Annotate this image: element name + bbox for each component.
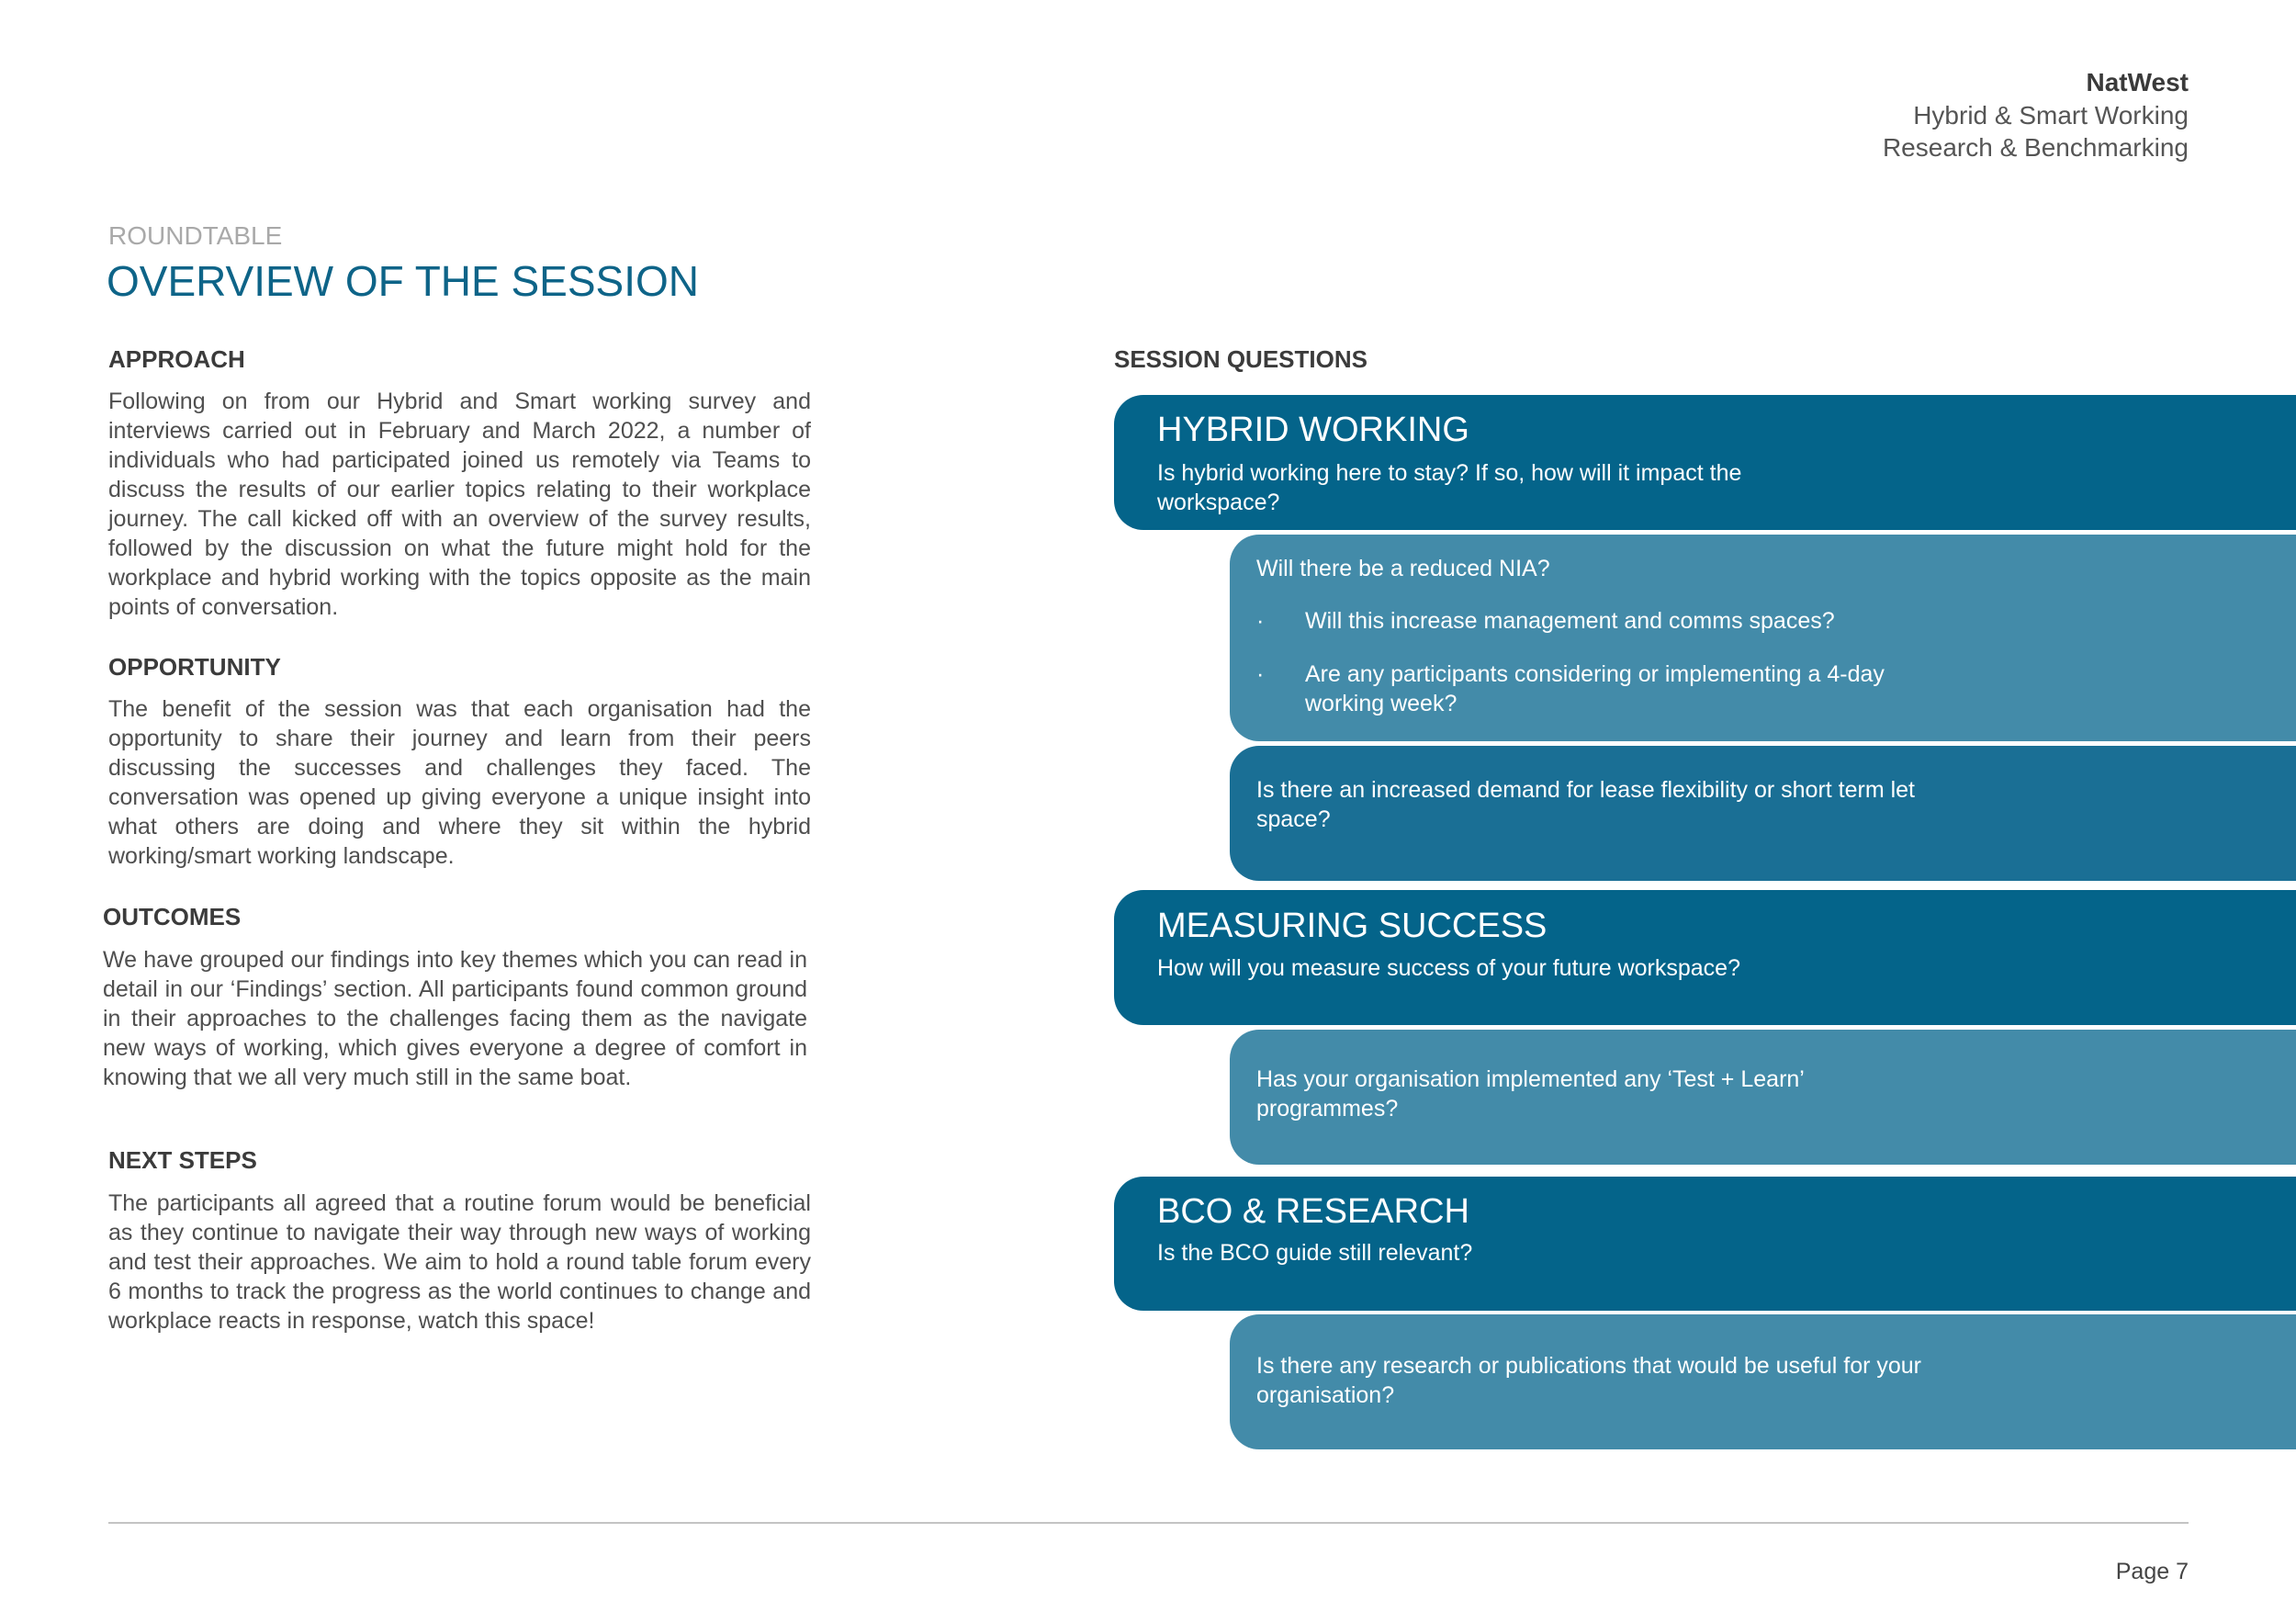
bco-research-title: BCO & RESEARCH — [1157, 1192, 1469, 1231]
document-header — [1883, 66, 2189, 164]
bullet-glyph: · — [1256, 661, 1265, 687]
header-line-2: Research & Benchmarking — [1882, 133, 2189, 162]
question-line: Is the BCO guide still relevant? — [1157, 1240, 1473, 1266]
approach-body: Following on from our Hybrid and Smart working survey and interviews carried out in February and March 2022, a number of individuals who had participated joined us remotely via Teams to discuss the results of our earlier topics relating to their workplace journey. The call kicked off with an overview of the survey results, followed by the discussion on what the future might hold for the workplace and hybrid working with the topics opposite as the main points of conversation. — [108, 389, 811, 620]
next-steps-body: The participants all agreed that a routine forum would be beneficial as they continue to navigate their way through new ways of working and test their approaches. We aim to hold a round table forum every 6 months to track the progress as the world continues to change and workplace reacts in response, watch this space! — [108, 1190, 811, 1334]
bullet-line: working week? — [1305, 691, 1458, 716]
bco-research-question — [1157, 1238, 1472, 1268]
brand-name: NatWest — [2086, 68, 2189, 96]
bullet-glyph: · — [1256, 608, 1265, 634]
approach-heading: APPROACH — [108, 345, 245, 373]
bullet-line: Will this increase management and comms spaces? — [1305, 608, 1835, 634]
bco-research-card — [1114, 1177, 2296, 1311]
publications-card — [1230, 1314, 2296, 1449]
lease-flexibility-card — [1230, 746, 2296, 881]
bullet-line: Are any participants considering or implementing a 4-day — [1305, 661, 1885, 687]
question-line: Will there be a reduced NIA? — [1256, 556, 1550, 581]
question-line: Is there any research or publications that would be useful for your — [1256, 1353, 1922, 1379]
opportunity-body: The benefit of the session was that each organisation had the opportunity to share their journey and learn from their peers discussing the successes and challenges they faced. The conversation was opened up giving everyone a unique insight into what others are doing and where they sit within the hybrid working/smart working landscape. — [108, 696, 811, 869]
question-line: space? — [1256, 806, 1331, 832]
test-learn-card — [1230, 1030, 2296, 1165]
measuring-success-question — [1157, 953, 1740, 983]
lease-flexibility-question — [1256, 775, 1915, 834]
outcomes-body: We have grouped our findings into key themes which you can read in detail in our ‘Findings’ section. All participants found common ground in their approaches to the challenges facing them as the navigate new ways of working, which gives everyone a degree of comfort in knowing that we all very much still in the same boat. — [103, 947, 807, 1090]
reduced-nia-card — [1230, 535, 2296, 741]
question-line: organisation? — [1256, 1382, 1395, 1408]
publications-question — [1256, 1351, 1921, 1410]
question-line: How will you measure success of your future workspace? — [1157, 955, 1740, 981]
session-questions-heading: SESSION QUESTIONS — [1114, 345, 1367, 373]
question-line: programmes? — [1256, 1096, 1399, 1121]
page-number: Page 7 — [2115, 1559, 2189, 1584]
hybrid-working-card — [1114, 395, 2296, 530]
question-line: Is hybrid working here to stay? If so, how will it impact the — [1157, 460, 1742, 486]
question-line: Is there an increased demand for lease flexibility or short term let — [1256, 777, 1916, 803]
measuring-success-title: MEASURING SUCCESS — [1157, 907, 1548, 945]
footer-divider — [108, 1522, 2189, 1524]
outcomes-heading: OUTCOMES — [103, 903, 242, 930]
opportunity-heading: OPPORTUNITY — [108, 653, 281, 681]
bullet-text — [1305, 606, 1835, 636]
question-line: Has your organisation implemented any ‘Test + Learn’ — [1256, 1066, 1805, 1092]
page-title: OVERVIEW OF THE SESSION — [107, 257, 699, 305]
question-line: workspace? — [1157, 490, 1280, 515]
measuring-success-card — [1114, 890, 2296, 1025]
header-line-1: Hybrid & Smart Working — [1913, 100, 2189, 130]
bullet-text — [1305, 659, 1885, 718]
section-kicker: ROUNDTABLE — [108, 221, 283, 250]
next-steps-heading: NEXT STEPS — [108, 1146, 257, 1174]
hybrid-working-question — [1157, 458, 1741, 517]
hybrid-working-title: HYBRID WORKING — [1157, 411, 1469, 449]
test-learn-question — [1256, 1065, 1805, 1123]
reduced-nia-question — [1256, 554, 1550, 583]
